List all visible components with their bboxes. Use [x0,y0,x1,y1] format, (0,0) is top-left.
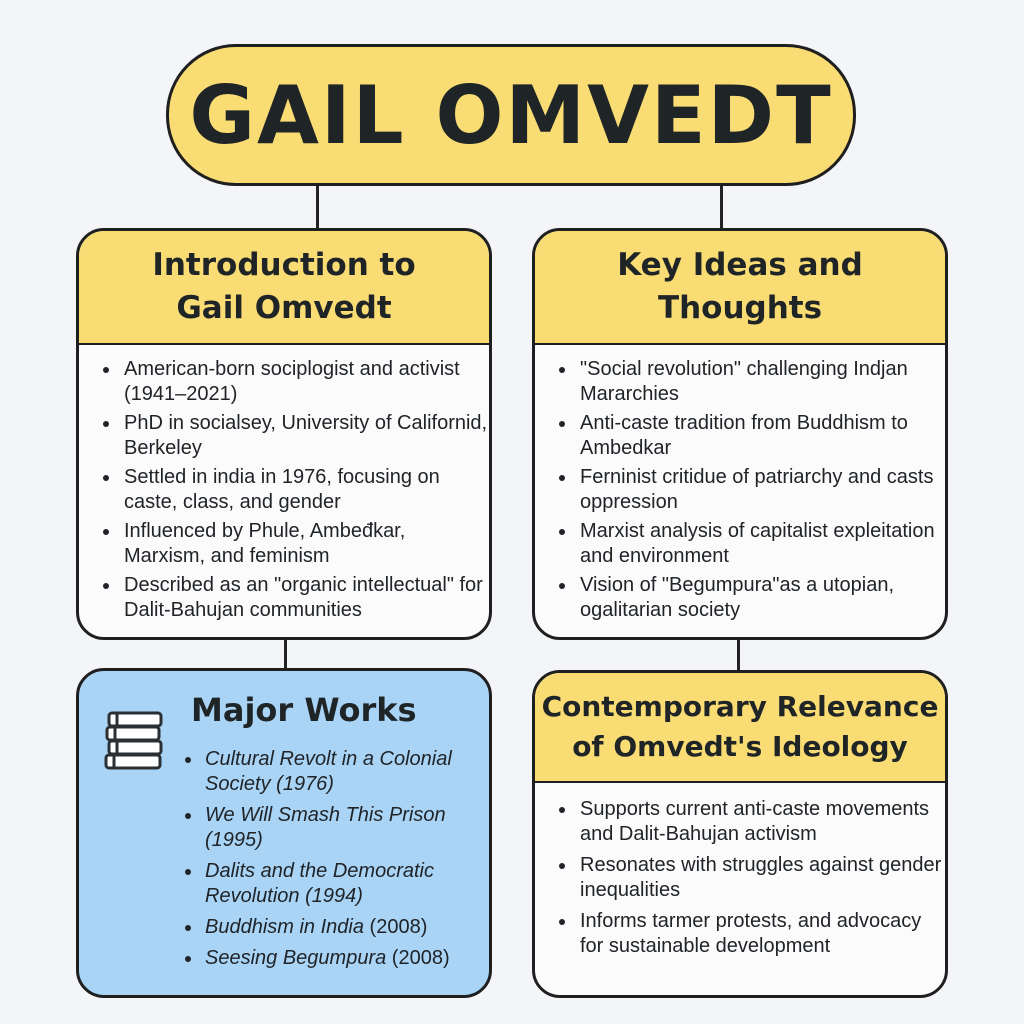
list-item [161,803,481,853]
intro-card [76,228,492,640]
work-title: Cultural Revolt in a Colonial Society [205,748,452,795]
work-title: We Will Smash This Prison [205,804,446,826]
list-item: Supports current anti-caste movements and Dalit-Bahujan activism [535,797,945,847]
intro-list [79,345,489,623]
list-item: Vision of "Begumpura"as a utopian, ogalitarian society [535,573,945,623]
connector-ideas-relevance [737,640,740,672]
key-ideas-heading: Key Ideas and Thoughts [617,247,863,326]
intro-header [79,231,489,345]
work-year: (2008) [369,916,428,938]
relevance-list [535,783,945,959]
work-title: Buddhism in India [205,916,364,938]
work-year: (1976) [276,773,334,795]
relevance-header [535,673,945,783]
list-item: Marxist analysis of capitalist expleitation and environment [535,519,945,569]
list-item: Described as an "organic intellectual" for Dalit-Bahujan communities [79,573,489,623]
list-item: "Social revolution" challenging Indjan Mararchies [535,357,945,407]
list-item: Anti-caste tradition from Buddhism to Ambedkar [535,411,945,461]
page-title: GAIL OMVEDT [189,68,833,162]
list-item: PhD in socialsey, University of Californid, Berkeley [79,411,489,461]
relevance-heading: Contemporary Relevance of Omvedt's Ideology [541,690,939,763]
relevance-card [532,670,948,998]
list-item [161,747,481,797]
work-title: Dalits and the Democratic Revolution [205,860,434,907]
title-node [166,44,856,186]
work-year: (2008) [391,947,450,969]
list-item [161,915,481,940]
list-item [161,859,481,909]
work-year: (1994) [305,885,363,907]
connector-intro-works [284,640,287,670]
list-item: American-born sociplogist and activist (1941–2021) [79,357,489,407]
intro-heading: Introduction to Gail Omvedt [152,247,416,326]
major-works-heading: Major Works [191,691,417,729]
list-item: Settled in india in 1976, focusing on caste, class, and gender [79,465,489,515]
list-item: Ferninist critidue of patriarchy and casts oppression [535,465,945,515]
key-ideas-header [535,231,945,345]
list-item: Resonates with struggles against gender inequalities [535,853,945,903]
key-ideas-list [535,345,945,623]
books-icon [103,707,165,773]
work-year: (1995) [205,829,263,851]
connector-title-ideas [720,186,723,230]
key-ideas-card [532,228,948,640]
connector-title-intro [316,186,319,230]
list-item: Informs tarmer protests, and advocacy for sustainable development [535,909,945,959]
major-works-list [161,747,481,977]
list-item: Influenced by Phule, Ambeđkar, Marxism, and feminism [79,519,489,569]
major-works-card [76,668,492,998]
work-title: Seesing Begumpura [205,947,387,969]
list-item [161,946,481,971]
